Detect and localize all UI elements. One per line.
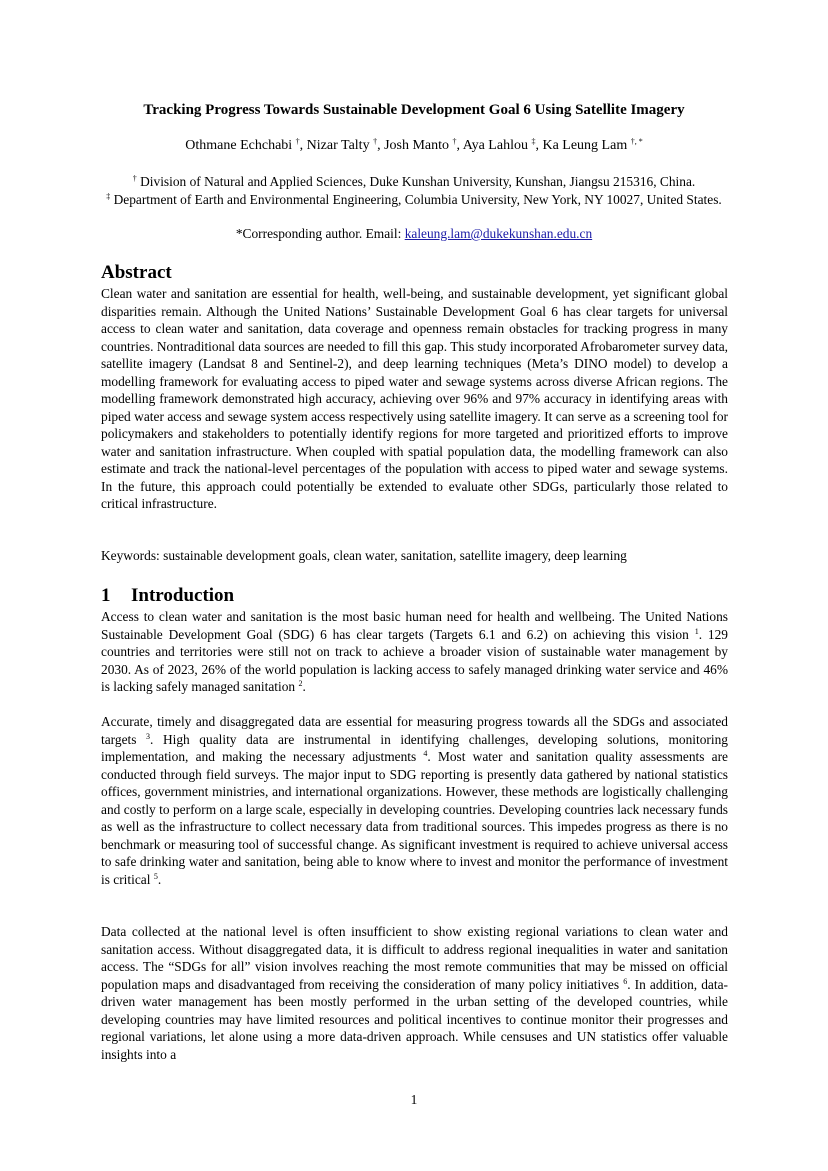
author-mark: †: [295, 137, 300, 146]
paragraph-text: . 129 countries and territories were still not on track to achieve a broader vision of sustainable water management by 2030. As of 2023, 26% of the world population is lacking access to safely managed drinking water service and 46% is lacking safely managed sanitation: [101, 626, 729, 694]
section-number: 1: [101, 585, 111, 606]
paragraph-text: Access to clean water and sanitation is the most basic human need for health and wellbeing. The United Nations Sustainable Development Goal (SDG) 6 has clear targets (Targets 6.1 and 6.2) on achieving this vision: [101, 609, 728, 642]
abstract-text: Clean water and sanitation are essential for health, well-being, and sustainable development, yet significant global disparities remain. Although the United Nations’ Sustainable Development Goal 6 has clear targets for universal access to clean water and sanitation, data coverage and openness remain obstacles for tracking progress in many countries. Nontraditional data sources are needed to fill this gap. This study incorporated Afrobarometer survey data, satellite imagery (Landsat 8 and Sentinel-2), and deep learning techniques (Meta’s DINO model) to develop a modelling framework for evaluating access to piped water and sewage systems across diverse African regions. The modelling framework demonstrated high accuracy, achieving over 96% and 97% accuracy in identifying areas with piped water access and sewage system access respectively using satellite imagery. It can serve as a screening tool for policymakers and stakeholders to potentially identify regions for more targeted and prioritized efforts to improve water and sanitation infrastructure. When coupled with spatial population data, the modelling framework can also estimate and track the national-level percentages of the population with access to piped water and sewage systems. In the future, this approach could potentially be extended to evaluate other SDGs, particularly those related to critical infrastructure.: [101, 286, 728, 511]
affiliation: [0, 191, 828, 209]
keywords: Keywords: sustainable development goals, clean water, sanitation, satellite imagery, deep learning: [101, 548, 627, 563]
abstract-heading: Abstract: [101, 262, 172, 283]
body-paragraph: [101, 923, 728, 1063]
affiliation-text: Division of Natural and Applied Sciences, Duke Kunshan University, Kunshan, Jiangsu 215316, China.: [140, 174, 696, 189]
body-paragraph: [101, 608, 728, 696]
citation-ref: 3: [146, 731, 151, 741]
author-mark: ‡: [531, 137, 536, 146]
citation-ref: 2: [298, 679, 303, 688]
author-mark: †: [452, 137, 457, 146]
paragraph-text: . Most water and sanitation quality assessments are conducted through field surveys. The major input to SDG reporting is presently data gathered by national statistics offices, government ministries, and international organizations. However, these methods are logistically challenging and costly to perform on a large scale, especially in developing countries. Developing countries lack necessary funds as well as the infrastructure to collect necessary data from traditional sources. This impedes progress as there is no benchmark or measuring tool of successful change. As significant investment is required to achieve universal access to safe drinking water and sanitation, being able to know where to invest and monitor the performance of investment is critical: [101, 749, 728, 887]
paragraph-text: .: [157, 871, 162, 887]
paragraph-text: .: [302, 679, 306, 694]
citation-ref: 5: [153, 871, 158, 881]
affiliation-text: Department of Earth and Environmental Engineering, Columbia University, New York, NY 10027, United States.: [113, 192, 722, 207]
affiliation-mark: ‡: [106, 192, 111, 201]
author-mark: †: [373, 137, 378, 146]
author-name: Ka Leung Lam: [542, 138, 628, 153]
paper-title: Tracking Progress Towards Sustainable Development Goal 6 Using Satellite Imagery: [143, 102, 685, 118]
affiliation-mark: †: [132, 174, 137, 183]
citation-ref: 4: [423, 749, 428, 758]
corresponding-label: *Corresponding author. Email:: [235, 226, 405, 241]
affiliation: [0, 173, 828, 191]
corresponding-author: [0, 225, 828, 243]
page-number: 1: [410, 1092, 418, 1107]
author-name: Aya Lahlou: [462, 138, 528, 153]
section-heading-introduction: [101, 585, 234, 607]
body-paragraph: [101, 713, 728, 888]
email-link[interactable]: kaleung.lam@dukekunshan.edu.cn: [404, 226, 593, 241]
citation-ref: 6: [623, 976, 628, 986]
paragraph-text: Data collected at the national level is often insufficient to show existing regional variations to clean water and sanitation access. Without disaggregated data, it is difficult to address regional inequalities in water and sanitation access. The “SDGs for all” vision involves reaching the most remote communities that may be missed on official population maps and disadvantaged from receiving the consideration of many policy initiatives: [101, 924, 728, 992]
paragraph-text: . High quality data are instrumental in identifying challenges, developing solutions, monitoring implementation, and making the necessary adjustments: [101, 731, 728, 764]
paragraph-text: . In addition, data-driven water management has been mostly performed in the urban setting of the developed countries, while developing countries may have limited resources and political incentives to continue monitor their progresses and regional variations, let alone using a more data-driven approach. While censuses and UN statistics offer valuable insights into a: [101, 976, 728, 1062]
author-list: Othmane Echchabi †, Nizar Talty †, Josh Manto †, Aya Lahlou ‡, Ka Leung Lam †, *: [185, 137, 643, 153]
author-mark: †, *: [630, 137, 643, 146]
author-name: Josh Manto: [384, 138, 450, 153]
citation-ref: 1: [694, 626, 699, 636]
author-name: Othmane Echchabi: [185, 138, 293, 153]
author-name: Nizar Talty: [306, 138, 370, 153]
section-title: Introduction: [131, 585, 235, 606]
paragraph-text: Accurate, timely and disaggregated data are essential for measuring progress towards all the SDGs and associated targets: [101, 714, 728, 747]
